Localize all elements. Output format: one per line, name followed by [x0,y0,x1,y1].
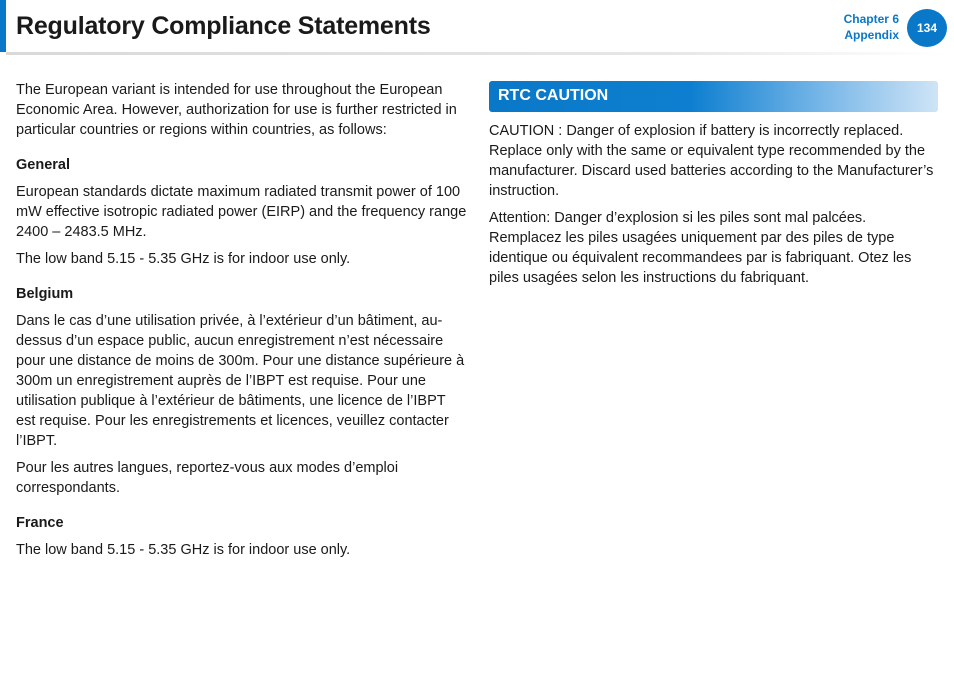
general-paragraph-2: The low band 5.15 - 5.35 GHz is for indoor use only. [16,251,351,267]
france-paragraph-1: The low band 5.15 - 5.35 GHz is for indoor use only. [16,542,351,558]
caution-french-paragraph: Attention: Danger d’explosion si les piles sont mal palcées. Remplacez les piles usagées uniquement par des piles de type identique ou équivalent recommandees par is fabriquant. Otez les piles usagées selon les instructions du fabriquant. [489,210,912,286]
left-column [16,80,468,567]
rtc-caution-section-bar [489,81,938,112]
page-title: Regulatory Compliance Statements [16,12,431,40]
france-heading: France [16,515,64,531]
right-column [489,81,941,295]
intro-paragraph: The European variant is intended for use throughout the European Economic Area. However, authorization for use is further restricted in particular countries or regions within countries, as follows: [16,82,457,138]
page-number-badge: 134 [907,9,947,47]
chapter-section: Appendix [844,28,899,42]
general-heading: General [16,157,70,173]
belgium-heading: Belgium [16,286,74,302]
chapter-number: Chapter 6 [843,12,899,26]
page-header [0,0,954,56]
general-paragraph-1: European standards dictate maximum radiated transmit power of 100 mW effective isotropic radiated power (EIRP) and the frequency range 2400 – 2483.5 MHz. [16,184,467,240]
header-accent-bar [0,0,6,52]
belgium-paragraph-2: Pour les autres langues, reportez-vous aux modes d’emploi correspondants. [16,460,399,496]
caution-english-paragraph: CAUTION : Danger of explosion if battery is incorrectly replaced. Replace only with the same or equivalent type recommended by the manufacturer. Discard used batteries according to the Manufacturer’s instruction. [489,123,934,199]
belgium-paragraph-1: Dans le cas d’une utilisation privée, à l’extérieur d’un bâtiment, au-dessus d’un espace public, aucun enregistrement n’est nécessaire pour une distance de moins de 300m. Pour une distance supérieure à 300m un enregistrement auprès de l’IBPT est requise. Pour une utilisation publique à l’extérieur de bâtiments, une licence de l’IBPT est requise. Pour les enregistrements et licences, veuillez contacter l’IBPT. [16,313,465,449]
chapter-label [844,11,899,43]
rtc-caution-title: RTC CAUTION [498,87,609,104]
header-divider [6,52,946,55]
